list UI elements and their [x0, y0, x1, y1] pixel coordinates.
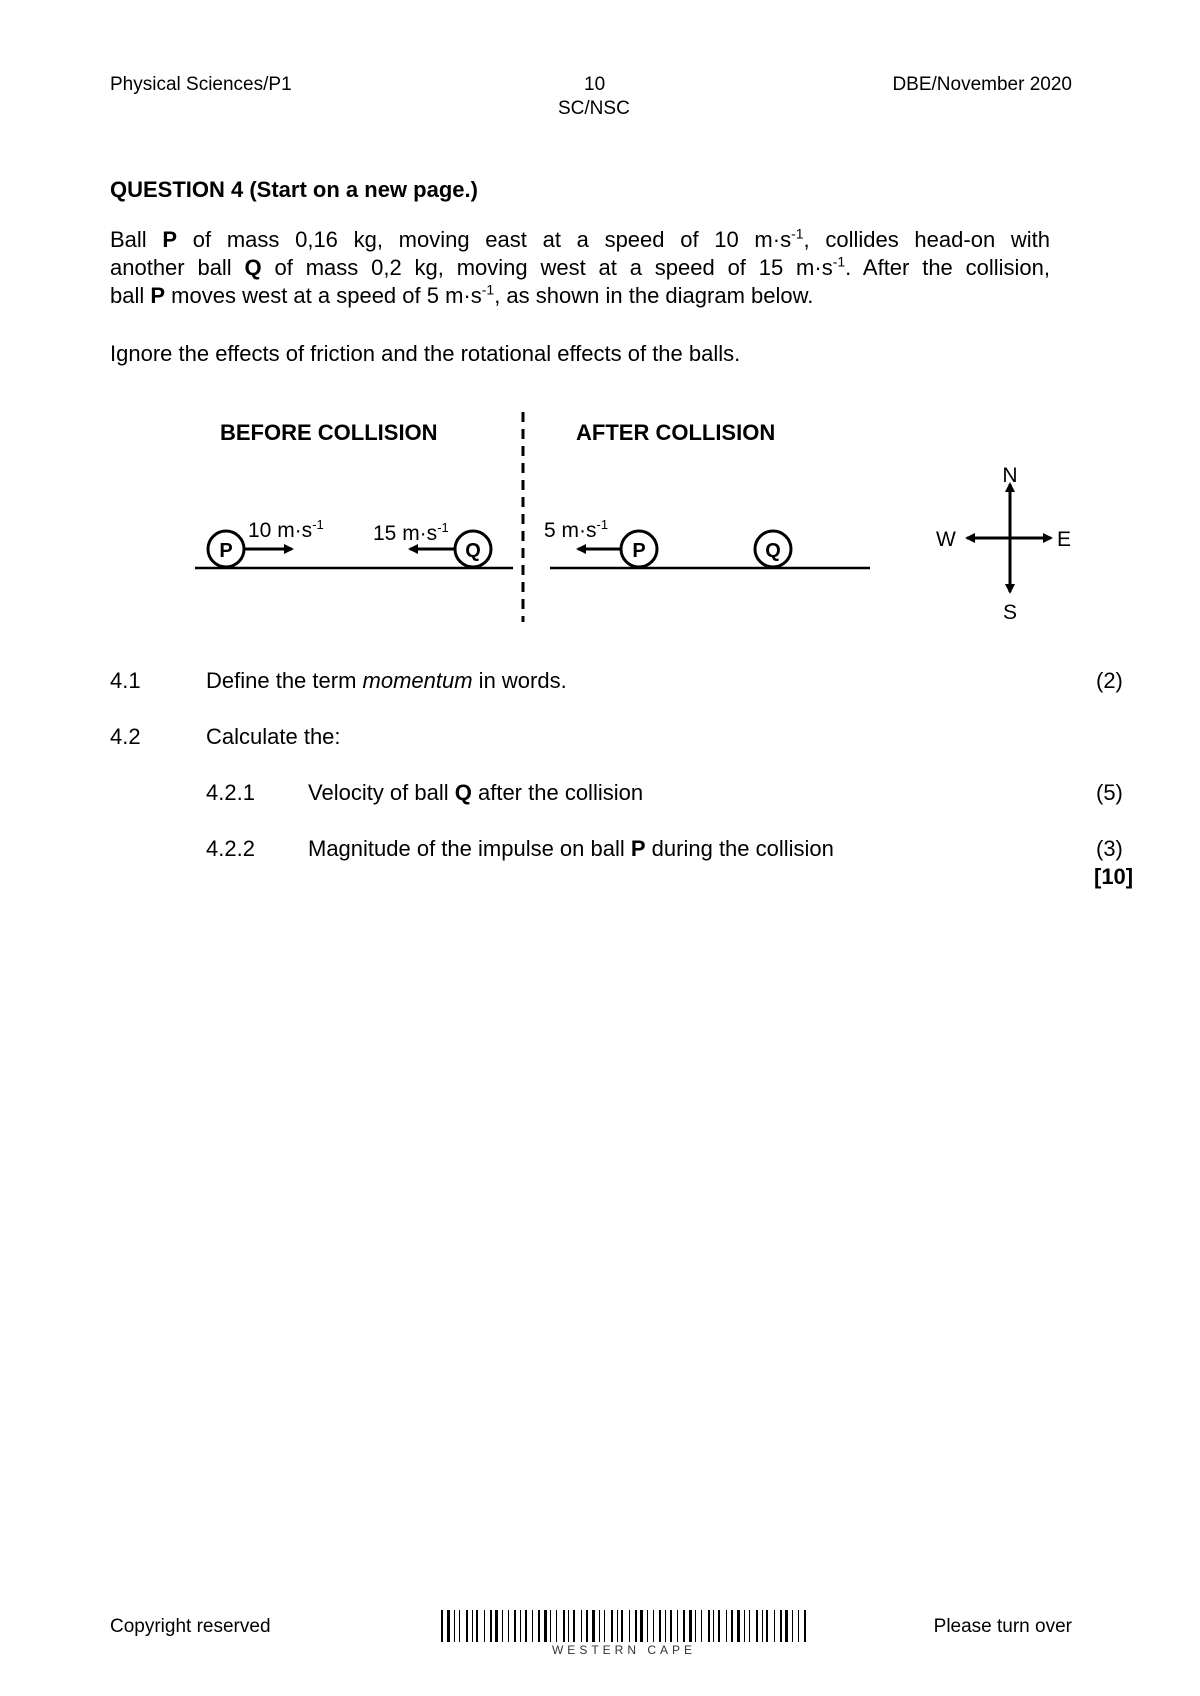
item-text-4-1: Define the term momentum in words. — [206, 668, 567, 693]
after-collision-label: AFTER COLLISION — [576, 420, 776, 445]
svg-text:P: P — [219, 540, 233, 562]
ball-q-before — [455, 531, 491, 567]
svg-text:Q: Q — [765, 540, 781, 562]
item-text-4-2: Calculate the: — [206, 724, 341, 749]
speed-label-p-after: 5 $m\cdot s^{-1}$ — [544, 517, 609, 542]
question-intro: Ball P of mass 0,16 kg, moving east at a speed of 10 $m\cdot s^{-1}$, collides head-on with another ball Q of mass 0,2 kg, moving west at a speed of 15 $m\cdot s^{-1}$. After the collision, ball P moves west at a speed of 5 $m\cdot s^{-1}$, as shown in the diagram below. — [110, 225, 1050, 308]
item-text-4-2-2: Magnitude of the impulse on ball P during the collision — [308, 836, 834, 861]
compass-rose — [936, 464, 1071, 624]
ball-p-after — [621, 531, 657, 567]
ball-q-after — [755, 531, 791, 567]
item-number-4-1: 4.1 — [110, 668, 141, 693]
item-text-4-2-1: Velocity of ball Q after the collision — [308, 780, 644, 805]
compass-west: W — [936, 528, 956, 551]
header-subject: Physical Sciences/P1 — [110, 74, 292, 95]
item-number-4-2-2: 4.2.2 — [206, 836, 255, 861]
compass-east: E — [1057, 528, 1072, 551]
marks-4-2-1: (5) — [1096, 780, 1123, 805]
barcode — [441, 1610, 807, 1642]
ball-p-before — [208, 531, 244, 567]
question-note: Ignore the effects of friction and the rotational effects of the balls. — [110, 341, 741, 366]
svg-text:P: P — [632, 540, 646, 562]
total-marks: [10] — [1094, 864, 1134, 889]
svg-text:Q: Q — [465, 540, 481, 562]
header-page-number: 10 — [584, 74, 606, 95]
header-date: DBE/November 2020 — [892, 74, 1072, 95]
item-number-4-2: 4.2 — [110, 724, 141, 749]
collision-diagram — [0, 400, 1200, 630]
footer-copyright: Copyright reserved — [110, 1616, 271, 1637]
marks-4-2-2: (3) — [1096, 836, 1123, 861]
marks-4-1: (2) — [1096, 668, 1123, 693]
footer-turn-over: Please turn over — [933, 1616, 1072, 1637]
header-exam-code: SC/NSC — [558, 98, 630, 119]
barcode-caption: WESTERN CAPE — [551, 1643, 696, 1657]
compass-north: N — [1002, 464, 1018, 487]
compass-south: S — [1002, 601, 1018, 624]
speed-label-p-before: 10 $m\cdot s^{-1}$ — [248, 517, 324, 542]
speed-label-q-before: 15 $m\cdot s^{-1}$ — [373, 520, 449, 545]
item-number-4-2-1: 4.2.1 — [206, 780, 255, 805]
before-collision-label: BEFORE COLLISION — [220, 420, 438, 445]
question-title: QUESTION 4 (Start on a new page.) — [110, 177, 478, 202]
